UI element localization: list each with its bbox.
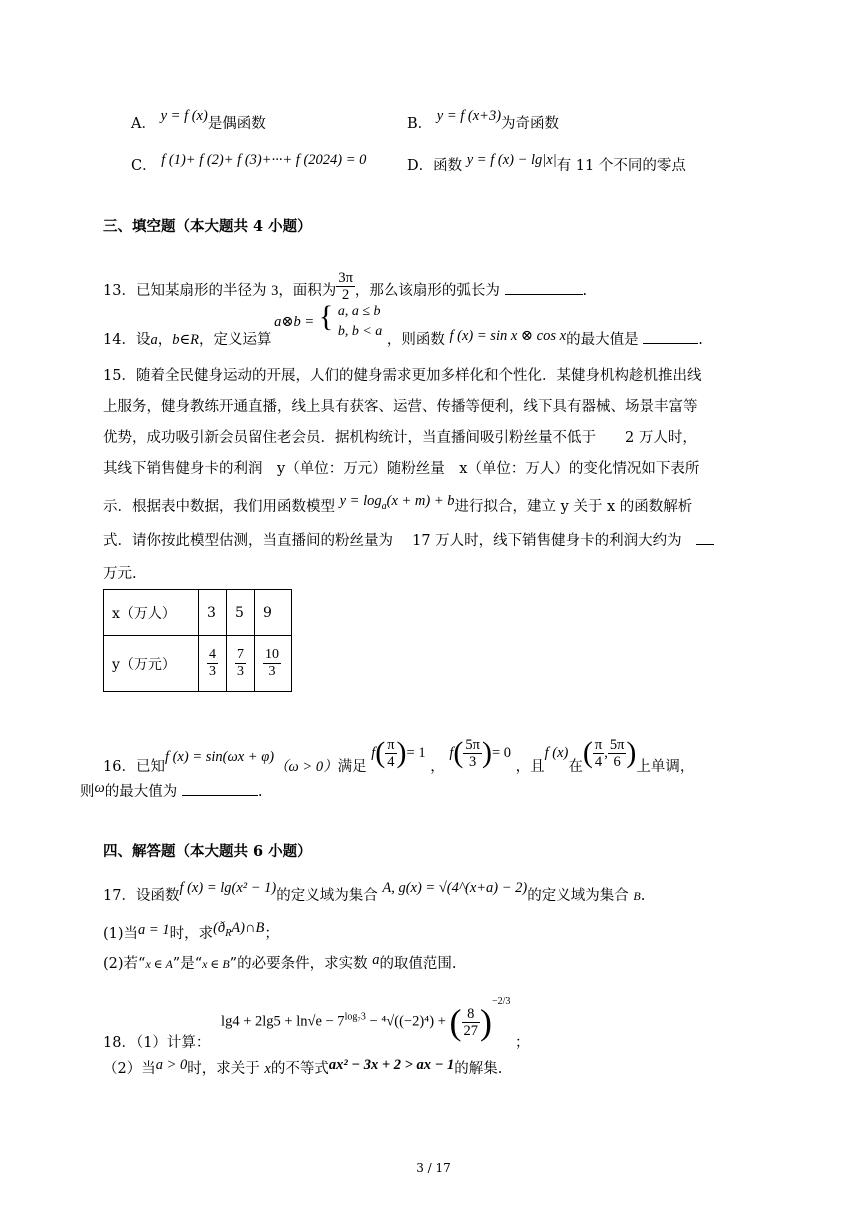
answer-blank-16[interactable] bbox=[182, 781, 258, 796]
option-b-math: y = f (x+3) bbox=[436, 108, 502, 124]
option-c bbox=[131, 154, 366, 175]
question-15-line-1: 15．随着全民健身运动的开展，人们的健身需求更加多样化和个性化．某健身机构趁机推出线 bbox=[103, 368, 702, 384]
table-cell: 3 bbox=[199, 590, 227, 636]
question-15-line-4: 其线下销售健身卡的利润 y（单位：万元）随粉丝量 x（单位：万人）的变化情况如下表所 bbox=[103, 461, 700, 477]
question-14: 14．设a，b∈R，定义运算 a⊗b = { a, a ≤ b b, b < a ，则函数 f (x) = sin x ⊗ cos x的最大值是 . bbox=[103, 300, 703, 348]
area-fraction: $\frac{3\pi}{2}$ bbox=[338, 270, 353, 303]
question-15-line-5: 示．根据表中数据，我们用函数模型 $y = \log_a(x + m) + b$进行拟合，建立 y 关于 x 的函数解析 bbox=[103, 493, 693, 515]
question-17: 17．设函数f (x) = lg(x² − 1)的定义域为集合 A, g(x) = √(4^(x+a) − 2)的定义域为集合 B. bbox=[103, 880, 646, 904]
table-header-x: x（万人） bbox=[104, 590, 199, 636]
option-c-math: f (1)+ f (2)+ f (3)+···+ f (2024) = 0 bbox=[161, 152, 367, 168]
option-a bbox=[131, 108, 266, 133]
question-15-line-2: 上服务，健身教练开通直播，线上具有获客、运营、传播等便利，线下具有器械、场景丰富等 bbox=[103, 399, 698, 415]
answer-blank-13[interactable] bbox=[505, 280, 583, 295]
option-b-text: 为奇函数 bbox=[501, 116, 560, 132]
question-15-line-7: 万元. bbox=[103, 566, 137, 582]
table-cell: $\frac{10}{3}$ bbox=[255, 636, 292, 692]
question-16-line-1: 16．已知f (x) = sin(ωx + φ)（ω > 0）满足 f( $\frac{\pi}{4}$ )= 1 ， f( $\frac{5\pi}{3}$ )= 0 ，且f (x)在( $\frac{\pi}{4}$ , $\frac{5\pi}{6}$ )上单调， bbox=[103, 736, 695, 775]
section-heading-fill-in: 三、填空题（本大题共 4 小题） bbox=[103, 218, 312, 235]
answer-blank-15[interactable] bbox=[696, 530, 714, 545]
table-header-y: y（万元） bbox=[104, 636, 199, 692]
question-13: 13．已知某扇形的半径为 3，面积为 $\frac{3\pi}{2}$ ，那么该扇形的弧长为 . bbox=[103, 270, 588, 303]
option-b bbox=[407, 108, 560, 133]
option-d bbox=[407, 154, 686, 175]
option-d-pre: 函数 bbox=[433, 158, 463, 174]
question-18-line-2: （2）当a > 0时，求关于 x的不等式ax² − 3x + 2 > ax − 1的解集. bbox=[103, 1057, 503, 1077]
option-a-text: 是偶函数 bbox=[207, 116, 266, 132]
table-cell: 5 bbox=[227, 590, 255, 636]
question-15-line-3: 优势，成功吸引新会员留住老会员．据机构统计，当直播间吸引粉丝量不低于 2 万人时， bbox=[103, 430, 697, 446]
question-17-part-1: (1)当a = 1时，求$(ð_RA)\cap B$； bbox=[103, 920, 279, 942]
question-16-line-2: 则ω的最大值为 . bbox=[80, 780, 263, 800]
answer-blank-14[interactable] bbox=[643, 329, 698, 344]
table-cell: 9 bbox=[255, 590, 292, 636]
table-cell: $\frac{4}{3}$ bbox=[199, 636, 227, 692]
question-17-part-2: (2)若“x ∈ A”是“x ∈ B”的必要条件，求实数 a的取值范围. bbox=[103, 952, 457, 972]
option-a-label: A． bbox=[131, 116, 156, 132]
question-18-line-1: 18．（1）计算： $\lg 4 + 2\lg 5 + \ln√e - 7^{log_73} - ^4√((-2)^4)$ + ( $\frac{8}{27}$ )$^{-2/3}$ ； bbox=[103, 995, 530, 1052]
option-b-label: B． bbox=[407, 116, 433, 132]
option-c-label: C． bbox=[131, 158, 157, 174]
option-a-math: y = f (x) bbox=[160, 108, 208, 124]
option-d-math: y = f (x) − lg|x| bbox=[466, 152, 557, 168]
data-table bbox=[103, 589, 292, 692]
piecewise-operator: a⊗b = { a, a ≤ b b, b < a bbox=[274, 300, 383, 339]
page-number: 3 / 17 bbox=[416, 1161, 451, 1175]
section-heading-answer: 四、解答题（本大题共 6 小题） bbox=[103, 843, 312, 860]
option-d-label: D． bbox=[407, 158, 434, 174]
option-d-text: 有 11 个不同的零点 bbox=[556, 158, 686, 174]
table-cell: $\frac{7}{3}$ bbox=[227, 636, 255, 692]
question-15-line-6: 式．请你按此模型估测，当直播间的粉丝量为 17 万人时，线下销售健身卡的利润大约为 bbox=[103, 529, 714, 550]
